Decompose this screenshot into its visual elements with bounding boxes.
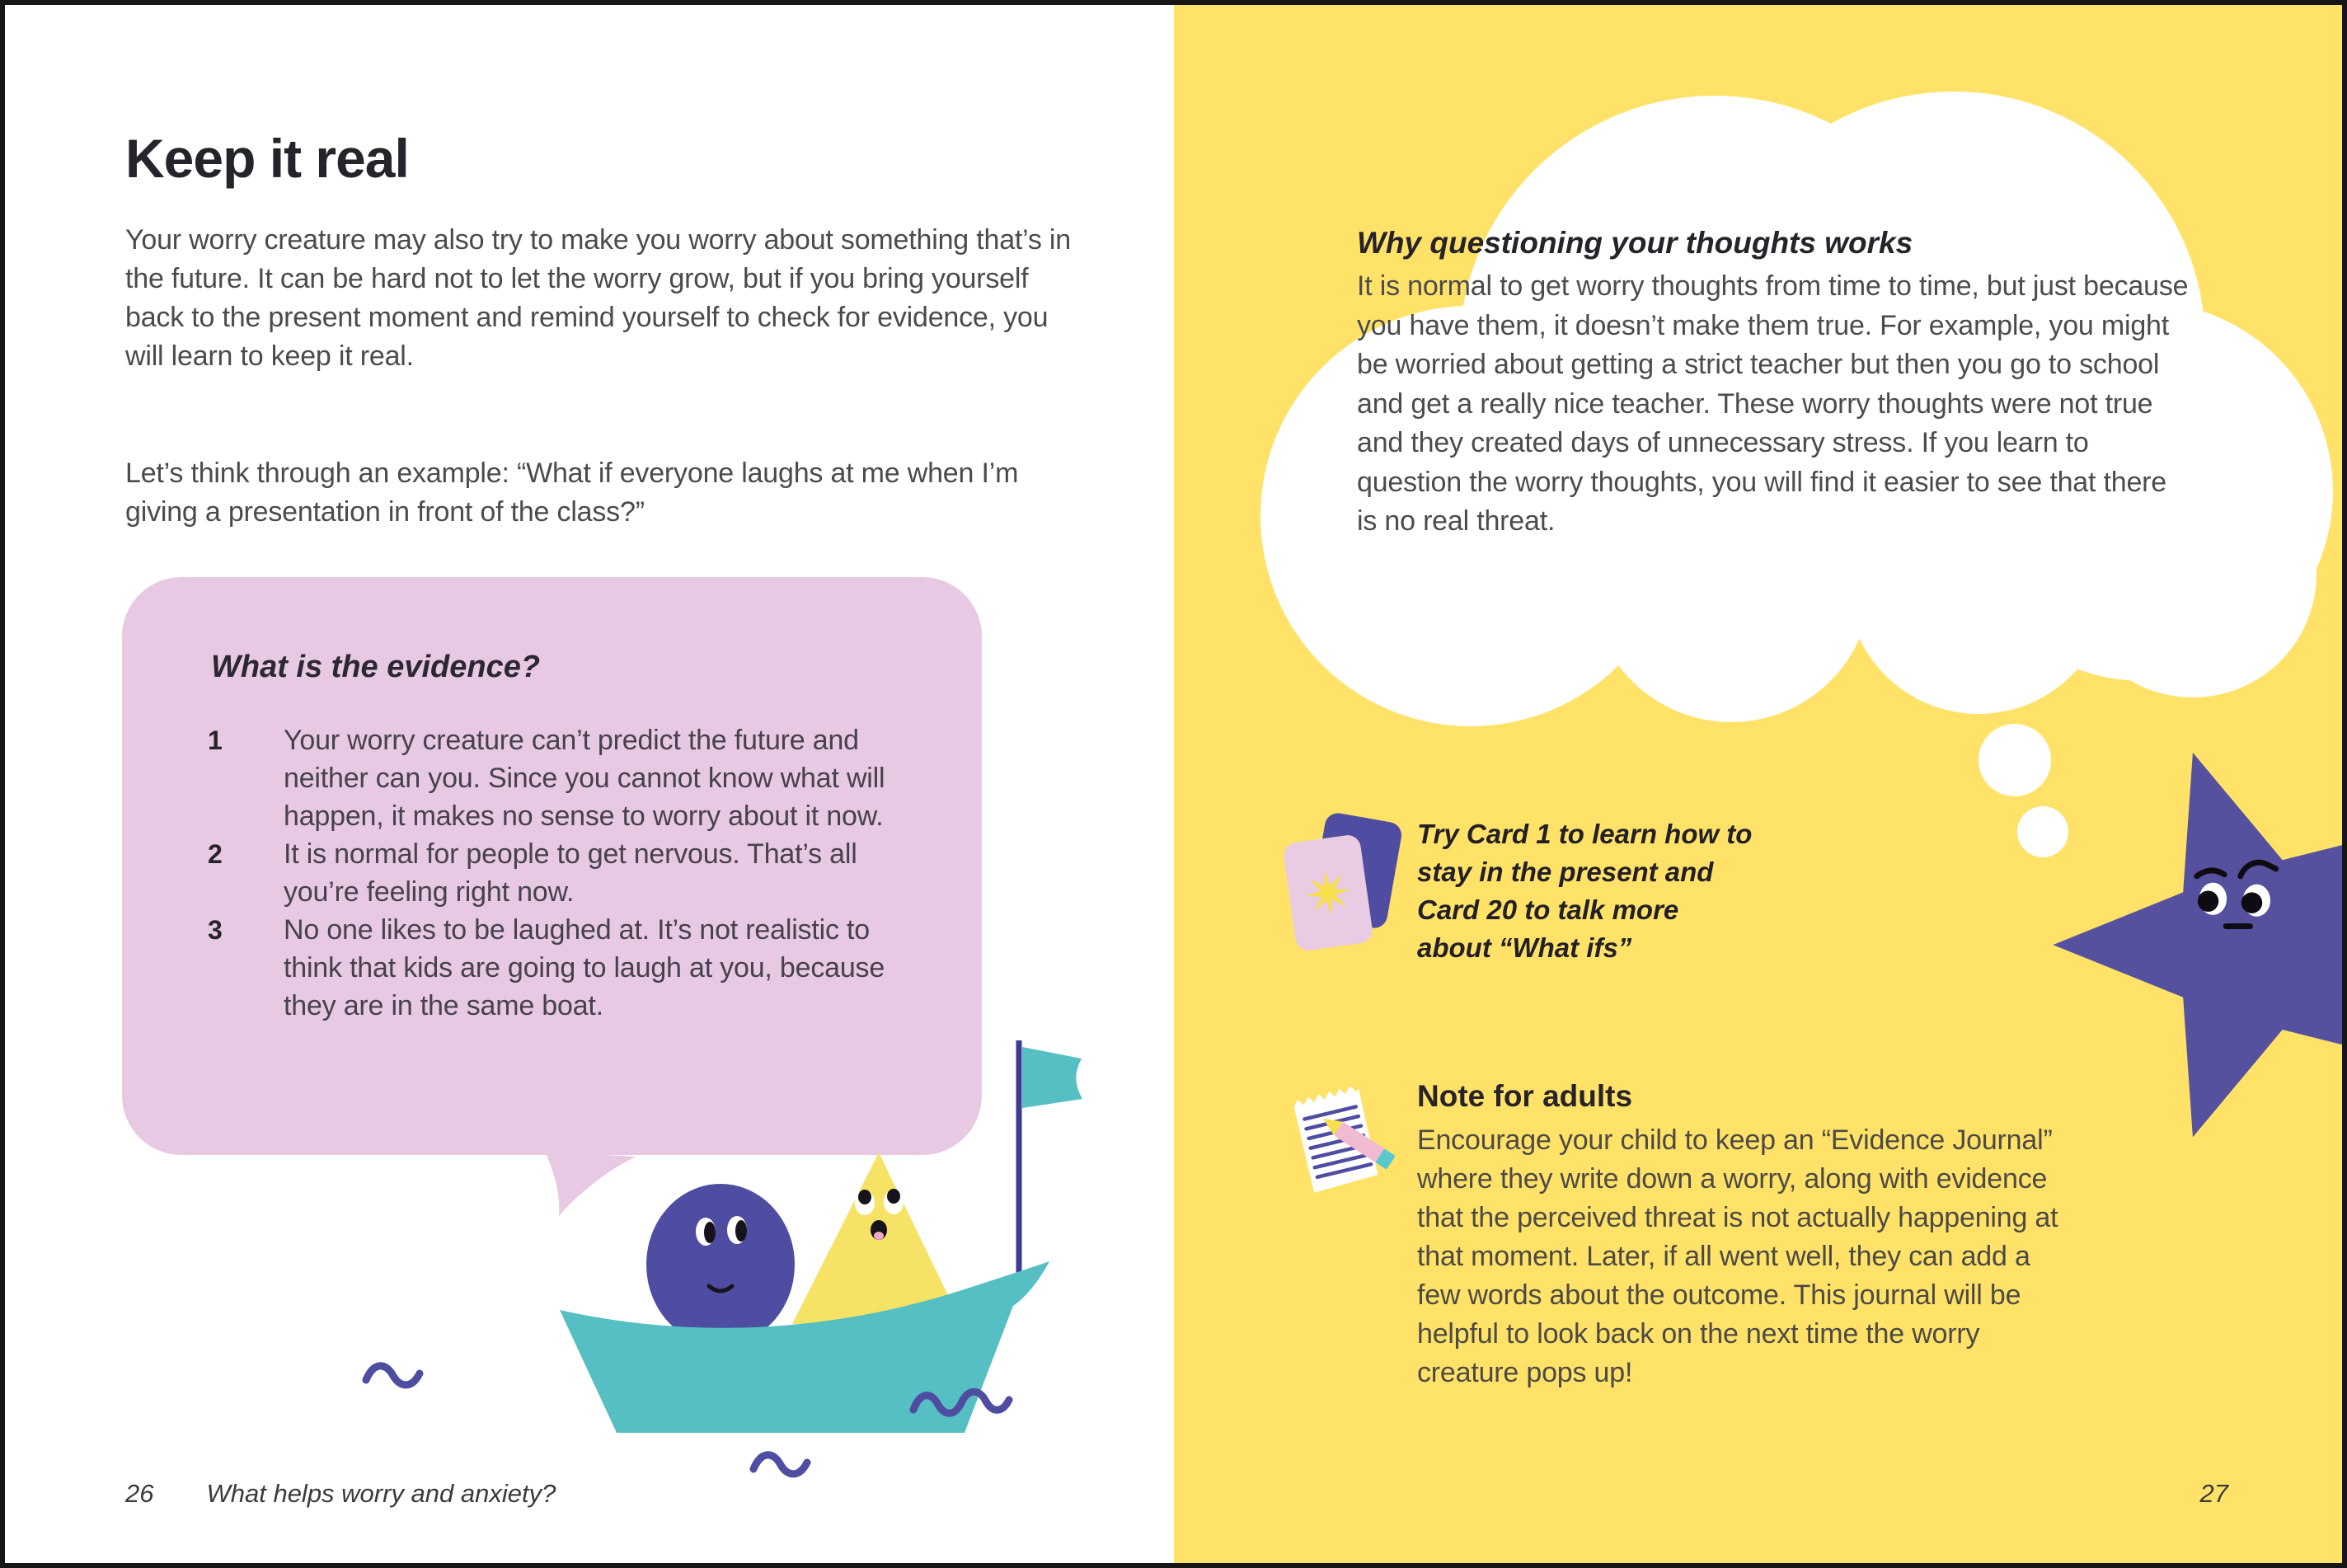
note-for-adults-body: Encourage your child to keep an “Evidence Journal” where they write down a worry, along with evidence that the perceived threat is not actually happening at that moment. Later, if all went well, they can add a few words about the outcome. This journal will be helpful to look back on the next time the worry creature pops up! [1417, 1124, 2058, 1388]
thought-bubble-content [1357, 226, 2190, 542]
list-item [208, 721, 932, 835]
sparkle-icon [1301, 866, 1355, 920]
intro-paragraph: Your worry creature may also try to make you worry about something that’s in the future. It can be hard not to let the worry grow, but if you bring yourself back to the present moment and remind yourself to check for evidence, you will learn to keep it real. [125, 224, 1071, 372]
star-creature [1951, 747, 2342, 1151]
list-text: It is normal for people to get nervous. That’s all you’re feeling right now. [284, 838, 857, 908]
page-number: 26 [125, 1479, 154, 1508]
thought-bubble-body: It is normal to get worry thoughts from time to time, but just because you have them, it doesn’t make them true. For example, you might be worried about getting a strict teacher but then you go to school and get a really nice teacher. These worry thoughts were not true and they created days of unnecessary stress. If you learn to question the worry thoughts, you will find it easier to see that there is no real threat. [1357, 270, 2189, 537]
list-number: 3 [208, 915, 223, 945]
right-page [1174, 5, 2342, 1563]
book-title: What helps worry and anxiety? [206, 1479, 556, 1508]
list-item [208, 835, 932, 911]
sail-flag-icon [1022, 1047, 1082, 1108]
page-title: Keep it real [125, 128, 409, 189]
boat-hull [560, 1261, 1049, 1433]
evidence-heading: What is the evidence? [211, 650, 541, 684]
note-for-adults-heading: Note for adults [1417, 1079, 1633, 1113]
list-number: 2 [208, 839, 223, 869]
worry-blob-character [646, 1184, 795, 1345]
list-number: 1 [208, 725, 223, 755]
left-page [5, 5, 1174, 1563]
journal-pencil-icon [1271, 1073, 1420, 1217]
thought-bubble-heading: Why questioning your thoughts works [1357, 226, 1913, 260]
list-text: No one likes to be laughed at. It’s not realistic to think that kids are going to laugh at you, because they are in the same boat. [284, 914, 885, 1021]
page-number: 27 [2199, 1479, 2228, 1508]
water-squiggle-icon [747, 1444, 829, 1484]
card-tip-text: Try Card 1 to learn how to stay in the present and Card 20 to talk more about “What ifs” [1417, 819, 1753, 963]
left-footer [125, 1479, 556, 1509]
boat-illustration [541, 1026, 1110, 1479]
card-stack-icon [1289, 817, 1421, 965]
list-text: Your worry creature can’t predict the future and neither can you. Since you cannot know what will happen, it makes no sense to worry about it now. [284, 725, 885, 832]
list-item [208, 911, 932, 1025]
example-paragraph: Let’s think through an example: “What if everyone laughs at me when I’m giving a presentation in front of the class?” [125, 458, 1019, 528]
water-squiggle-icon [359, 1354, 450, 1395]
pink-card [1282, 833, 1373, 952]
